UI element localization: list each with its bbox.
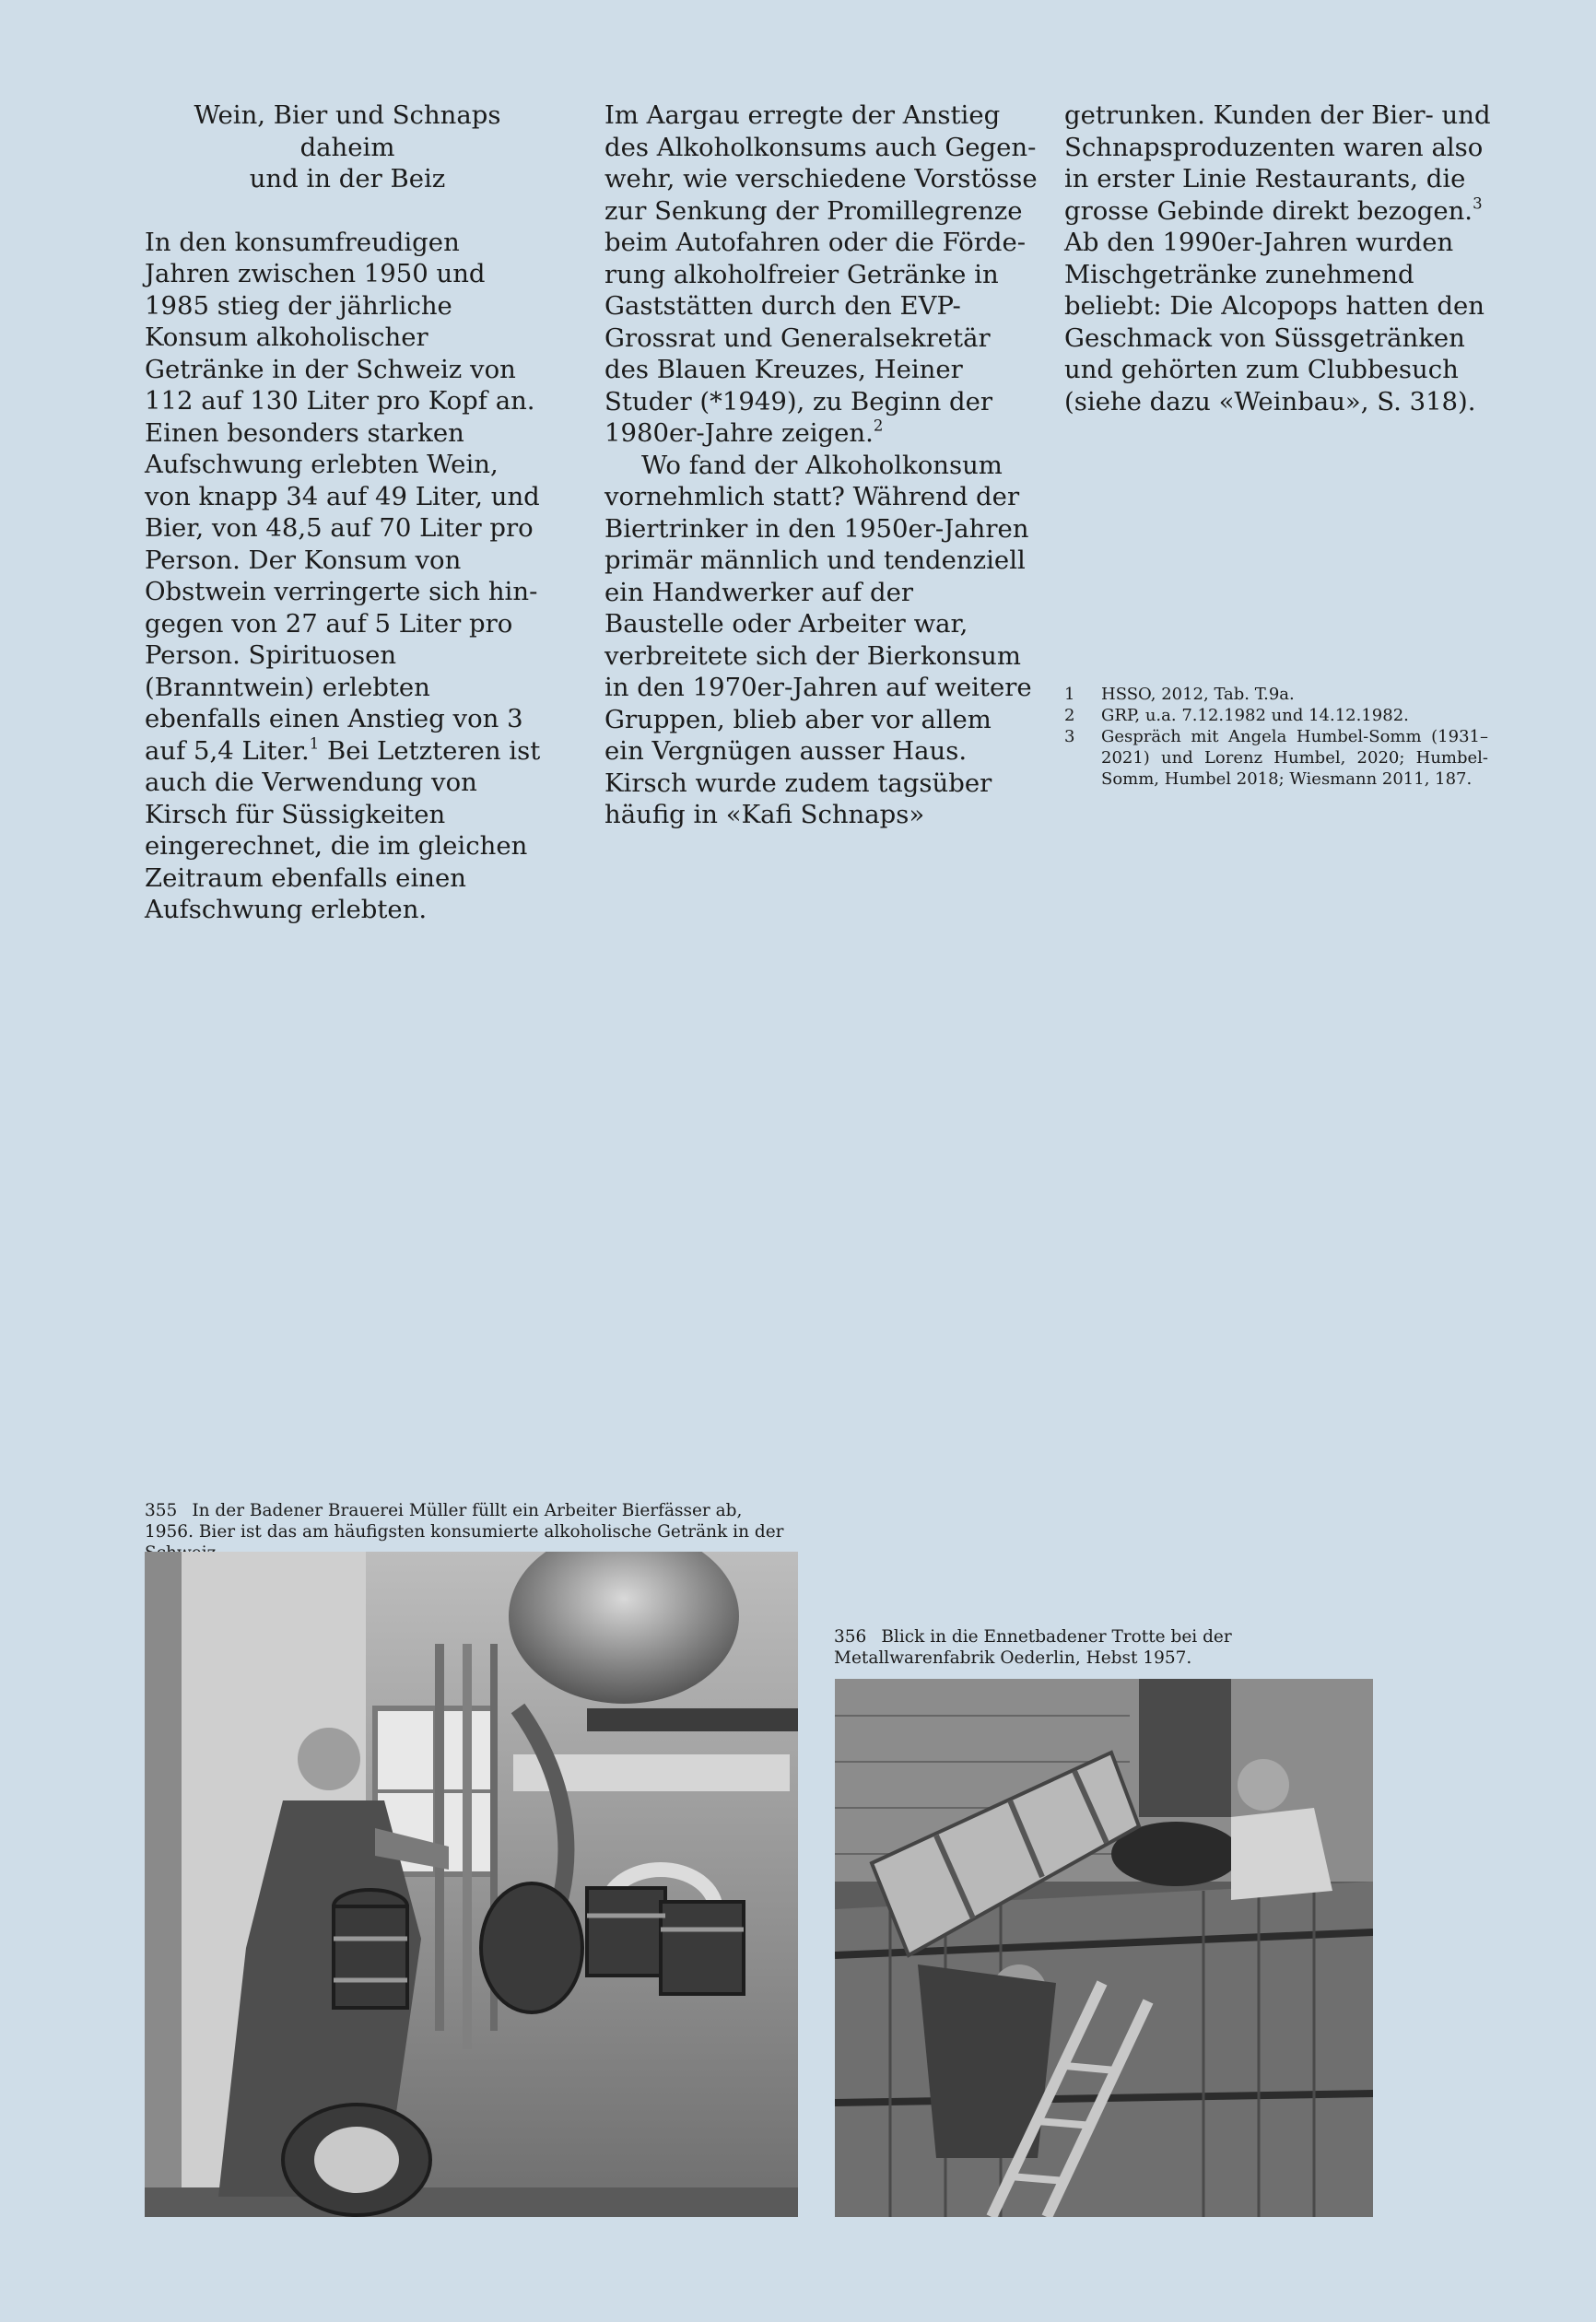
figure-356-number: 356: [834, 1627, 867, 1647]
paragraph-2-text: Im Aargau erregte der Anstieg des Alkoholkonsums auch Gegenwehr, wie verschiedene Vorstösse zur Senkung der Promillegrenze beim Autofahren oder die Förderung alkoholfreier Getränke in Gaststätten durch den EVP-Grossrat und Generalsekretär des Blauen Kreuzes, Heiner Studer (*1949), zu Beginn der 1980er-Jahre zeigen.: [604, 100, 1038, 448]
footnote-1-text: HSSO, 2012, Tab. T.9a.: [1101, 685, 1295, 704]
footnote-ref-1[interactable]: 1: [309, 733, 320, 752]
paragraph-3-continuation: getrunken. Kunden der Bier- und Schnapsproduzenten waren also in erster Linie Restaurants, die grosse Gebinde direkt bezogen.: [1064, 100, 1491, 226]
footnote-2: [1064, 705, 1488, 726]
paragraph-3-part-2: [1064, 100, 1497, 417]
footnote-1-number: 1: [1064, 685, 1075, 704]
figure-356-caption: [834, 1626, 1378, 1669]
footnote-3: [1064, 726, 1488, 790]
section-title-line-2: und in der Beiz: [249, 164, 446, 194]
text-column-3: [1064, 100, 1497, 417]
footnote-2-text: GRP, u.a. 7.12.1982 und 14.12.1982.: [1101, 706, 1409, 725]
paragraph-3-ending: Ab den 1990er-Jahren wurden Mischgetränke zunehmend beliebt: Die Alcopops hatten den Geschmack von Süssgetränken und gehörten zum Clubbesuch (siehe dazu «Weinbau», S. 318).: [1064, 228, 1485, 416]
text-column-2: [604, 100, 1038, 831]
footnote-3-text: Gespräch mit Angela Humbel-Somm (1931–2021) und Lorenz Humbel, 2020; Humbel-Somm, Humbel 2018; Wiesmann 2011, 187.: [1101, 727, 1488, 789]
paragraph-1-text-a: In den konsumfreudigen Jahren zwischen 1950 und 1985 stieg der jährliche Konsum alkoholischer Getränke in der Schweiz von 112 auf 130 Liter pro Kopf an. Einen besonders starken Aufschwung erlebten Wein, von knapp 34 auf 49 Liter, und Bier, von 48,5 auf 70 Liter pro Person. Der Konsum von Obstwein verringerte sich hingegen von 27 auf 5 Liter pro Person. Spirituosen (Branntwein) erlebten ebenfalls einen Anstieg von 3 auf 5,4 Liter.: [145, 227, 540, 766]
figure-355-number: 355: [145, 1501, 178, 1520]
figure-356-photo: [835, 1679, 1373, 2217]
section-title-line-1: Wein, Bier und Schnaps daheim: [194, 100, 501, 162]
section-title: [145, 100, 550, 195]
figure-355-text: In der Badener Brauerei Müller füllt ein Arbeiter Bierfässer ab, 1956. Bier ist das am häufigsten konsumierte alkoholische Getränk in der: [145, 1501, 784, 1542]
footnote-ref-2[interactable]: 2: [873, 416, 884, 435]
footnotes: [1064, 684, 1488, 790]
footnote-1: [1064, 684, 1488, 705]
footnote-2-number: 2: [1064, 706, 1075, 725]
paragraph-2: [604, 100, 1038, 450]
text-column-1: [145, 100, 550, 926]
footnote-ref-3[interactable]: 3: [1473, 194, 1483, 212]
footnote-3-number: 3: [1064, 727, 1075, 746]
paragraph-1: [145, 227, 550, 926]
figure-355-photo: [145, 1552, 798, 2217]
paragraph-3-part-1: Wo fand der Alkoholkonsum vornehmlich statt? Während der Biertrinker in den 1950er-Jahren primär männlich und tendenziell ein Handwerker auf der Baustelle oder Arbeiter war, verbreitete sich der Bierkonsum in den 1970er-Jahren auf weitere Gruppen, blieb aber vor allem ein Vergnügen ausser Haus. Kirsch wurde zudem tagsüber häufig in «Kafi Schnaps»: [604, 450, 1032, 829]
figure-356-text: Blick in die Ennetbadener Trotte bei der Metallwarenfabrik Oederlin, Hebst 1957.: [834, 1627, 1232, 1668]
paragraph-1-text-b: Bei Letzteren ist auch die Verwendung von Kirsch für Süssigkeiten eingerechnet, die im gleichen Zeitraum ebenfalls einen Aufschwung erlebten.: [145, 735, 541, 924]
